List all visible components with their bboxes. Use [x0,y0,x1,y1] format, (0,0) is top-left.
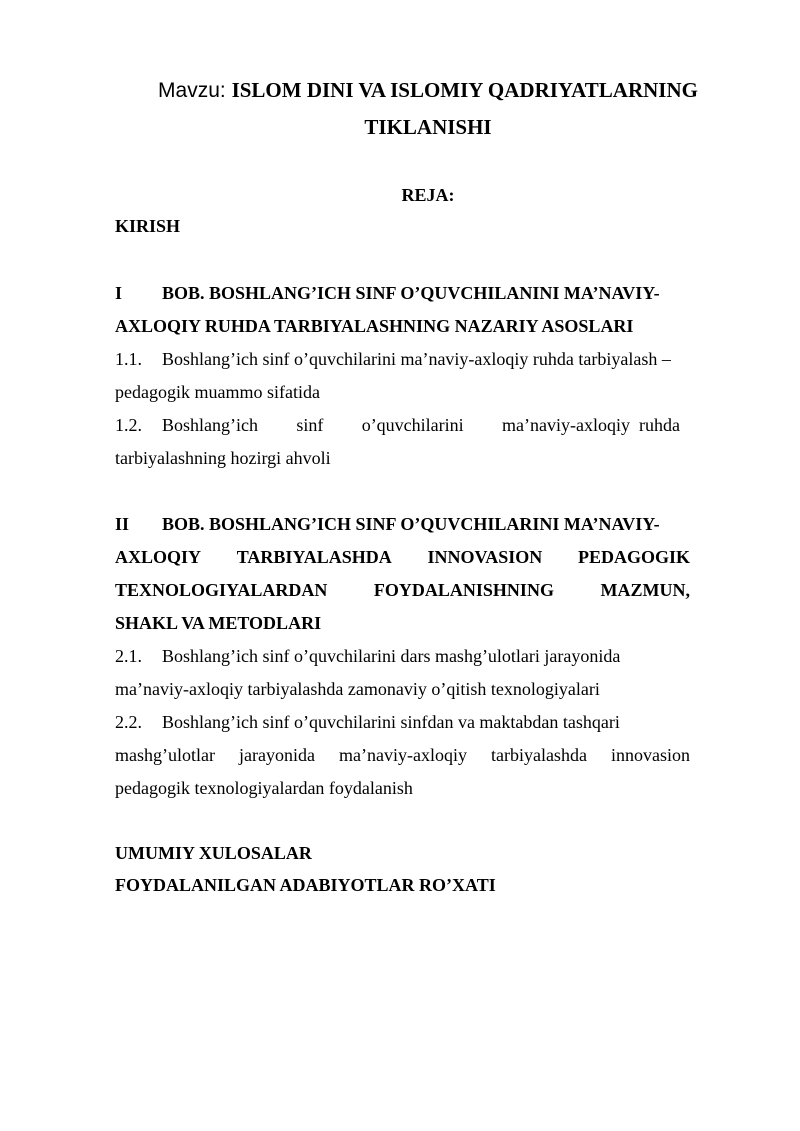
chapter2-word: INNOVASION [427,547,543,567]
section-2-2-word: mashg’ulotlar [115,745,215,765]
chapter2-number: II [115,514,130,534]
section-2-2-word: tarbiyalashda [490,745,587,765]
chapter2-heading-line1 [115,512,690,536]
section-2-2-line2 [115,743,690,767]
chapter2-word: MAZMUN, [600,580,690,600]
section-1-2-word: ma’naviy-axloqiy ruhda [502,415,680,435]
chapter2-heading-line4: SHAKL VA METODLARI [115,613,322,633]
title-prefix: Mavzu: [158,79,232,102]
section-2-2-number: 2.2. [115,712,142,732]
conclusion-heading: UMUMIY XULOSALAR [115,843,312,863]
section-1-2-word: o’quvchilarini [361,415,464,435]
chapter1-heading-line1 [115,281,690,305]
section-1-2-word: Boshlang’ich [162,415,258,435]
chapter2-word: AXLOQIY [115,547,202,567]
references-heading: FOYDALANILGAN ADABIYOTLAR RO’XATI [115,875,496,895]
title-main: ISLOM DINI VA ISLOMIY QADRIYATLARNING [231,78,698,102]
section-1-1-number: 1.1. [115,349,142,369]
section-2-2-line1 [115,710,690,734]
section-1-2-number: 1.2. [115,415,142,435]
plan-heading: REJA: [401,185,455,205]
section-2-1-line2: ma’naviy-axloqiy tarbiyalashda zamonaviy o’qitish texnologiyalari [115,679,600,699]
section-1-2-line1 [115,413,690,437]
section-1-1-line2: pedagogik muammo sifatida [115,382,320,402]
chapter1-title-line1: BOB. BOSHLANG’ICH SINF O’QUVCHILANINI MA’NAVIY- [162,283,660,303]
section-2-2-word: innovasion [610,745,690,765]
section-2-2-title: Boshlang’ich sinf o’quvchilarini sinfdan va maktabdan tashqari [162,712,620,732]
section-1-2-word: sinf [296,415,324,435]
section-1-1-title: Boshlang’ich sinf o’quvchilarini ma’naviy-axloqiy ruhda tarbiyalash – [162,349,671,369]
chapter1-number: I [115,283,123,303]
section-2-2-word: ma’naviy-axloqiy [338,745,467,765]
section-2-1-line1 [115,644,690,668]
document-title [0,76,800,105]
chapter2-title-line1: BOB. BOSHLANG’ICH SINF O’QUVCHILARINI MA’NAVIY- [162,514,660,534]
section-2-2-word: jarayonida [239,745,315,765]
section-1-2-line2: tarbiyalashning hozirgi ahvoli [115,448,331,468]
chapter2-heading-line3 [115,578,690,602]
chapter2-word: FOYDALANISHNING [373,580,554,600]
intro-heading: KIRISH [115,216,181,236]
section-2-1-title: Boshlang’ich sinf o’quvchilarini dars mashg’ulotlari jarayonida [162,646,621,666]
chapter2-word: TEXNOLOGIYALARDAN [115,580,328,600]
chapter1-heading-line2: AXLOQIY RUHDA TARBIYALASHNING NAZARIY ASOSLARI [115,316,634,336]
section-2-1-number: 2.1. [115,646,142,666]
section-2-2-line3: pedagogik texnologiyalardan foydalanish [115,778,413,798]
chapter2-word: PEDAGOGIK [577,547,690,567]
section-1-1-line1 [115,347,690,371]
chapter2-word: TARBIYALASHDA [236,547,392,567]
title-main-line2: TIKLANISHI [364,115,492,139]
chapter2-heading-line2 [115,545,690,569]
section-1-2-title-words [162,413,690,437]
